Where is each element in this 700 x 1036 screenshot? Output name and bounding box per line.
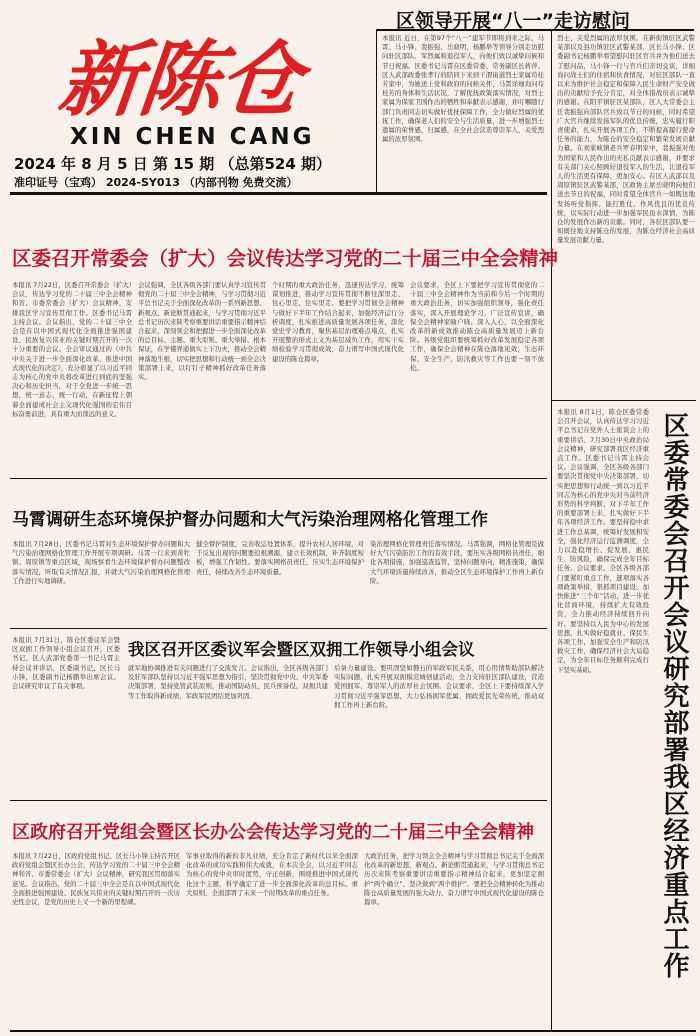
rule-bottom <box>10 1030 696 1032</box>
article1-headline: 区委召开常委会（扩大）会议传达学习党的二十届三中全会精神 <box>12 247 559 270</box>
article1-col-4: 会议要求，全区上下要把学习宣传贯彻党的二十届三中全会精神作为当前和今后一个时期的重大政治任务，切实加强组织领导，强化责任落实，深入开展理论学习，广泛宣传宣讲，确保全会精神家喻户晓、深入人心，以全面深化改革的新成效推动陈仓高质量发展迈上新台阶。各级党组织要统筹抓好改革发展稳定各项工作，确保全会精神在陈仓落地见效，生态环保、安全生产、防汛救灾等工作也要一刻不放松。 <box>410 281 544 372</box>
article2-headline: 马霄调研生态环境保护督办问题和大气污染治理网格化管理工作 <box>12 510 488 530</box>
top-right-col-1: 本报讯 近日，在第97个“八一”建军节即将到来之际，马霄、马小锋、裴振强、岳晓明、杨鹏举等领导分别走访慰问驻区部队、军烈属和退役军人，向他们致以诚挚问候和节日祝福。区委书记马霄在区委常委、常务副区长蒋萍、区人武部政委张孝行的陪同下来到干渭街道烈士家属苟桂芳家中，为她送上党和政府的问候关怀，马霄详细询问苟桂芳的身体和生活状况，了解优抚政策落实情况，对烈士家属为保家卫国作出的牺牲和奉献表示感谢，并叮嘱随行部门负责同志切实做好优抚保障工作，全力做好烈属的优抚工作，确保老人们的安全与生活质量，进一步增强烈士遗属的荣誉感、归属感，在全社会营造尊崇军人、关爱烈属的浓厚氛围。 <box>382 34 544 144</box>
article4-col-3: 大政治任务，把学习领会全会精神与学习贯彻总书记关于全面深化改革的新思想、新观点、新论断贯通起来，与学习贯彻总书记历次来陕考察重要讲话重要指示精神结合起来，更加坚定拥护“两个确立”、坚决做到“两个维护”。要把全会精神转化为推动陈仓高质量发展的强大动力，奋力谱写中国式现代化建设的陈仓篇章。 <box>364 852 544 907</box>
rule-right-top <box>551 400 696 401</box>
article2-col-3: 染治理网格化管理责任落实情况。马霄强调，网格化管理是做好大气污染防治工作的有效手段，要压实各级网格员责任，细化各项措施，加强巡查监管，坚持问题导向，精准施策，确保大气环境质量持续改善，推动全区生态环境保护工作再上新台阶。 <box>370 540 544 585</box>
masthead-pinyin: XIN CHEN CANG <box>70 124 315 150</box>
rule-art1-bottom <box>10 478 547 479</box>
masthead-title: 新陈仓 <box>54 32 305 128</box>
article3-col-2: 就军地协调推进有关问题进行了交流发言。会议指出，全区各级各部门及驻军部队坚持以习近平强军思想为指引，坚决贯彻党中央、中央军委决策部署，坚持党管武装原则，推动国防动员、民兵预备役、双拥共建等工作取得新成绩，军政军民团结更加巩固。 <box>128 664 328 700</box>
article4-col-2: 军事业取得的新的非凡业绩，充分肯定了新时代以来全面深化改革的成功实践和伟大成就，在本次全会，以习近平同志为核心的党中央审时度势，守正创新，围绕推进中国式现代化这个主题，科学确定了进一步全面深化改革的总目标、重大原则，全面部署了未来一个时期改革的重点任务。 <box>186 852 358 897</box>
top-right-headline: 区领导开展“八一”走访慰问 <box>396 10 630 32</box>
article2-col-1: 本报讯 7月28日，区委书记马霄对生态环境保护督办问题和大气污染治理网格化管理工作开展专项调研。马霄一行来到黄牡镇、周原镇等重点区域，现场察看生态环境保护督办问题整改落实情况，听取有关情况汇报，并就大气污染治理网格化管理工作进行实地调研。 <box>12 540 190 585</box>
article4-headline: 区政府召开党组会暨区长办公会传达学习党的二十届三中全会精神 <box>12 822 534 843</box>
rule-top-right-left <box>376 30 377 192</box>
rule-right-column <box>551 30 552 1030</box>
rule-art3-bottom <box>10 800 547 801</box>
right-column-headline: 区委常委会召开会议研究部署我区经济重点工作 <box>659 412 689 979</box>
article3-col-3: 后备力量建设。要巩固坚如磐石的军政军民关系，用心用情帮助部队解决实际问题，扎实开展双拥模范城创建活动，全力支持驻区部队建设，营造爱国拥军、尊崇军人的浓厚社会氛围。会议要求，全区上下要持续深入学习贯彻习近平强军思想，大力弘扬拥军优属、拥政爱民光荣传统，推动双拥工作再上新台阶。 <box>334 664 544 709</box>
permit-line: 准印证号（宝鸡） 2024-SY013 （内部刊物 免费交流） <box>14 176 298 189</box>
article1-col-3: 个时期的重大政治任务，迅速传达学习，统筹谋划推进，推动学习宣传贯彻不断往深里走、往心里走、往实里走。要把学习贯彻全会精神与做好下半年工作结合起来，加强经济运行分析调度，扎实推进高质量发展各项任务，深化党史学习教育，聚焦基层治理难点堵点，扎实开展整治形式主义为基层减负工作，用实干实绩检验学习贯彻成效，奋力谱写中国式现代化建设的陈仓篇章。 <box>272 281 404 363</box>
issue-line: 2024 年 8 月 5 日 第 15 期 （总第524 期） <box>14 155 332 173</box>
article1-col-2: 会议强调，全区各级各部门要认真学习宣传贯彻党的二十届三中全会精神，与学习贯彻习近平总书记关于全面深化改革的一系列新思想、新观点、新论断贯通起来，与学习贯彻习近平总书记历次来陕考察重要讲话重要指示精神结合起来，深刻领会和把握进一步全面深化改革的总目标、主题、重大原则、重大举措、根本保证，在学懂弄通做实上下功夫，推动全会精神落地生根，切实把思想和行动统一到全会决策部署上来，以钉钉子精神抓好改革任务落实。 <box>138 281 266 382</box>
right-column-text: 本报讯 8月1日，陈仓区委常委会召开会议，认真传达学习习近平总书记在党外人士座谈会上的重要讲话、7月30日中央政治局会议精神，研究部署我区经济重点工作。区委书记马霄主持会议。会议强调，全区各级各部门要坚决贯彻党中央决策部署，切实把思想和行动统一到以习近平同志为核心的党中央对当前经济形势的科学判断、对下半年工作的重要部署上来，扎实做好下半年各项经济工作。要坚持稳中求进工作总基调，统筹好发展和安全，强化经济运行监测调度，全力以赴稳增长、促发展、惠民生、防风险，确保完成全年目标任务。会议要求，全区各级各部门要紧盯重点工作，逐项落实各项政策举措，狠抓项目建设，加快推进“三个年”活动，进一步优化营商环境，持续扩大有效投资，全力推动经济持续回升向好。要坚持以人民为中心的发展思想，扎实做好稳就业、保民生各项工作，加强安全生产和防汛救灾工作，确保经济社会大局稳定，为全年目标任务顺利完成打下坚实基础。 <box>557 408 649 674</box>
article3-headline: 我区召开区委议军会暨区双拥工作领导小组会议 <box>128 640 475 659</box>
article3-col-1: 本报讯 7月31日，陈仓区委议军会暨区双拥工作领导小组会议召开，区委书记、区人武部党委第一书记马霄主持会议并讲话，区委副书记、区长马小锋，区委副书记杨鹏举出席会议。会议研究审议了有关事项。 <box>12 636 120 691</box>
rule-art2-bottom <box>10 628 547 629</box>
top-right-col-2: 烈士、关爱烈属的浓厚氛围。在新街镇驻区武警某部以及县功镇驻区武警某部，区长马小锋、区委副书记杨鹏举看望慰问驻区官兵并为他们送去了慰问品，马小锋一行与官兵们亲切交谈，详细询问战士们的住宿和伙食情况，对驻区部队一直以来为维护社会稳定和保障人民生命财产安全做出的贡献给予充分肯定，对全体指战员表示诚挚的感谢。在阳平镇驻区某部队，区人大常委会主任裴振强向部队官兵致以节日的问候，同时希望广大官兵继续发扬军队的优良传统，忠实履行职责使命，扎实开展各项工作，不断提高履行使命任务的能力，为陈仓的安全稳定和繁荣发展贡献力量。在刘家峡镇老兵罗春明家中，裴振强对他为国家和人民作出的无私贡献表示感谢，并要求有关部门关心照顾好退役军人的生活，让退役军人的生活更有保障、更加安心。在区人武部以及周原镇驻区武警某部，区政协主席岳晓明向他们送去节日的祝福，同时希望全体官兵一如既往地发扬听党指挥、能打胜仗、作风优良的优良传统，以实际行动进一步加强军民鱼水深情，为陈仓的发展作出新的贡献。同时，各驻区部队要一如既往地支持陈仓的发展，为陈仓经济社会高质量发展贡献力量。 <box>557 34 695 245</box>
article2-col-2: 健全督护制度，完善收运处置体系，提升农村人居环境，对于反复出现的问题要追根溯源，建立长效机制，补齐制度短板，增强工作韧性。要落实网格员责任，压实生态环境保护责任，持续改善生态环境质量。 <box>196 540 364 576</box>
article4-col-1: 本报讯 7月22日，区政府党组书记、区长马小锋主持召开区政府党组会暨区长办公会，传达学习党的二十届三中全会精神和省、市委常委会（扩大）会议精神，研究我区贯彻落实意见。会议指出，党的二十届三中全会是在以中国式现代化全面推进强国建设、民族复兴伟业的关键时期召开的一次历史性会议，是党的历史上又一个新的里程碑。 <box>12 852 180 907</box>
article1-col-1: 本报讯 7月22日，区委召开常委会（扩大）会议，传达学习党的二十届三中全会精神和省、市委常委会（扩大）会议精神，安排我区学习宣传贯彻工作。区委书记马霄主持会议。会议指出，党的二十届三中全会是在以中国式现代化全面推进强国建设、民族复兴伟业的关键时期召开的一次十分重要的会议。全会审议通过的《中共中央关于进一步全面深化改革、推进中国式现代化的决定》，充分彰显了以习近平同志为核心的党中央将改革进行到底的坚强决心和历史担当，对于全党进一步统一思想、统一意志、统一行动，在新征程上朝着全面建成社会主义现代化强国的宏伟目标奋勇前进，具有重大而深远的意义。 <box>12 281 132 418</box>
